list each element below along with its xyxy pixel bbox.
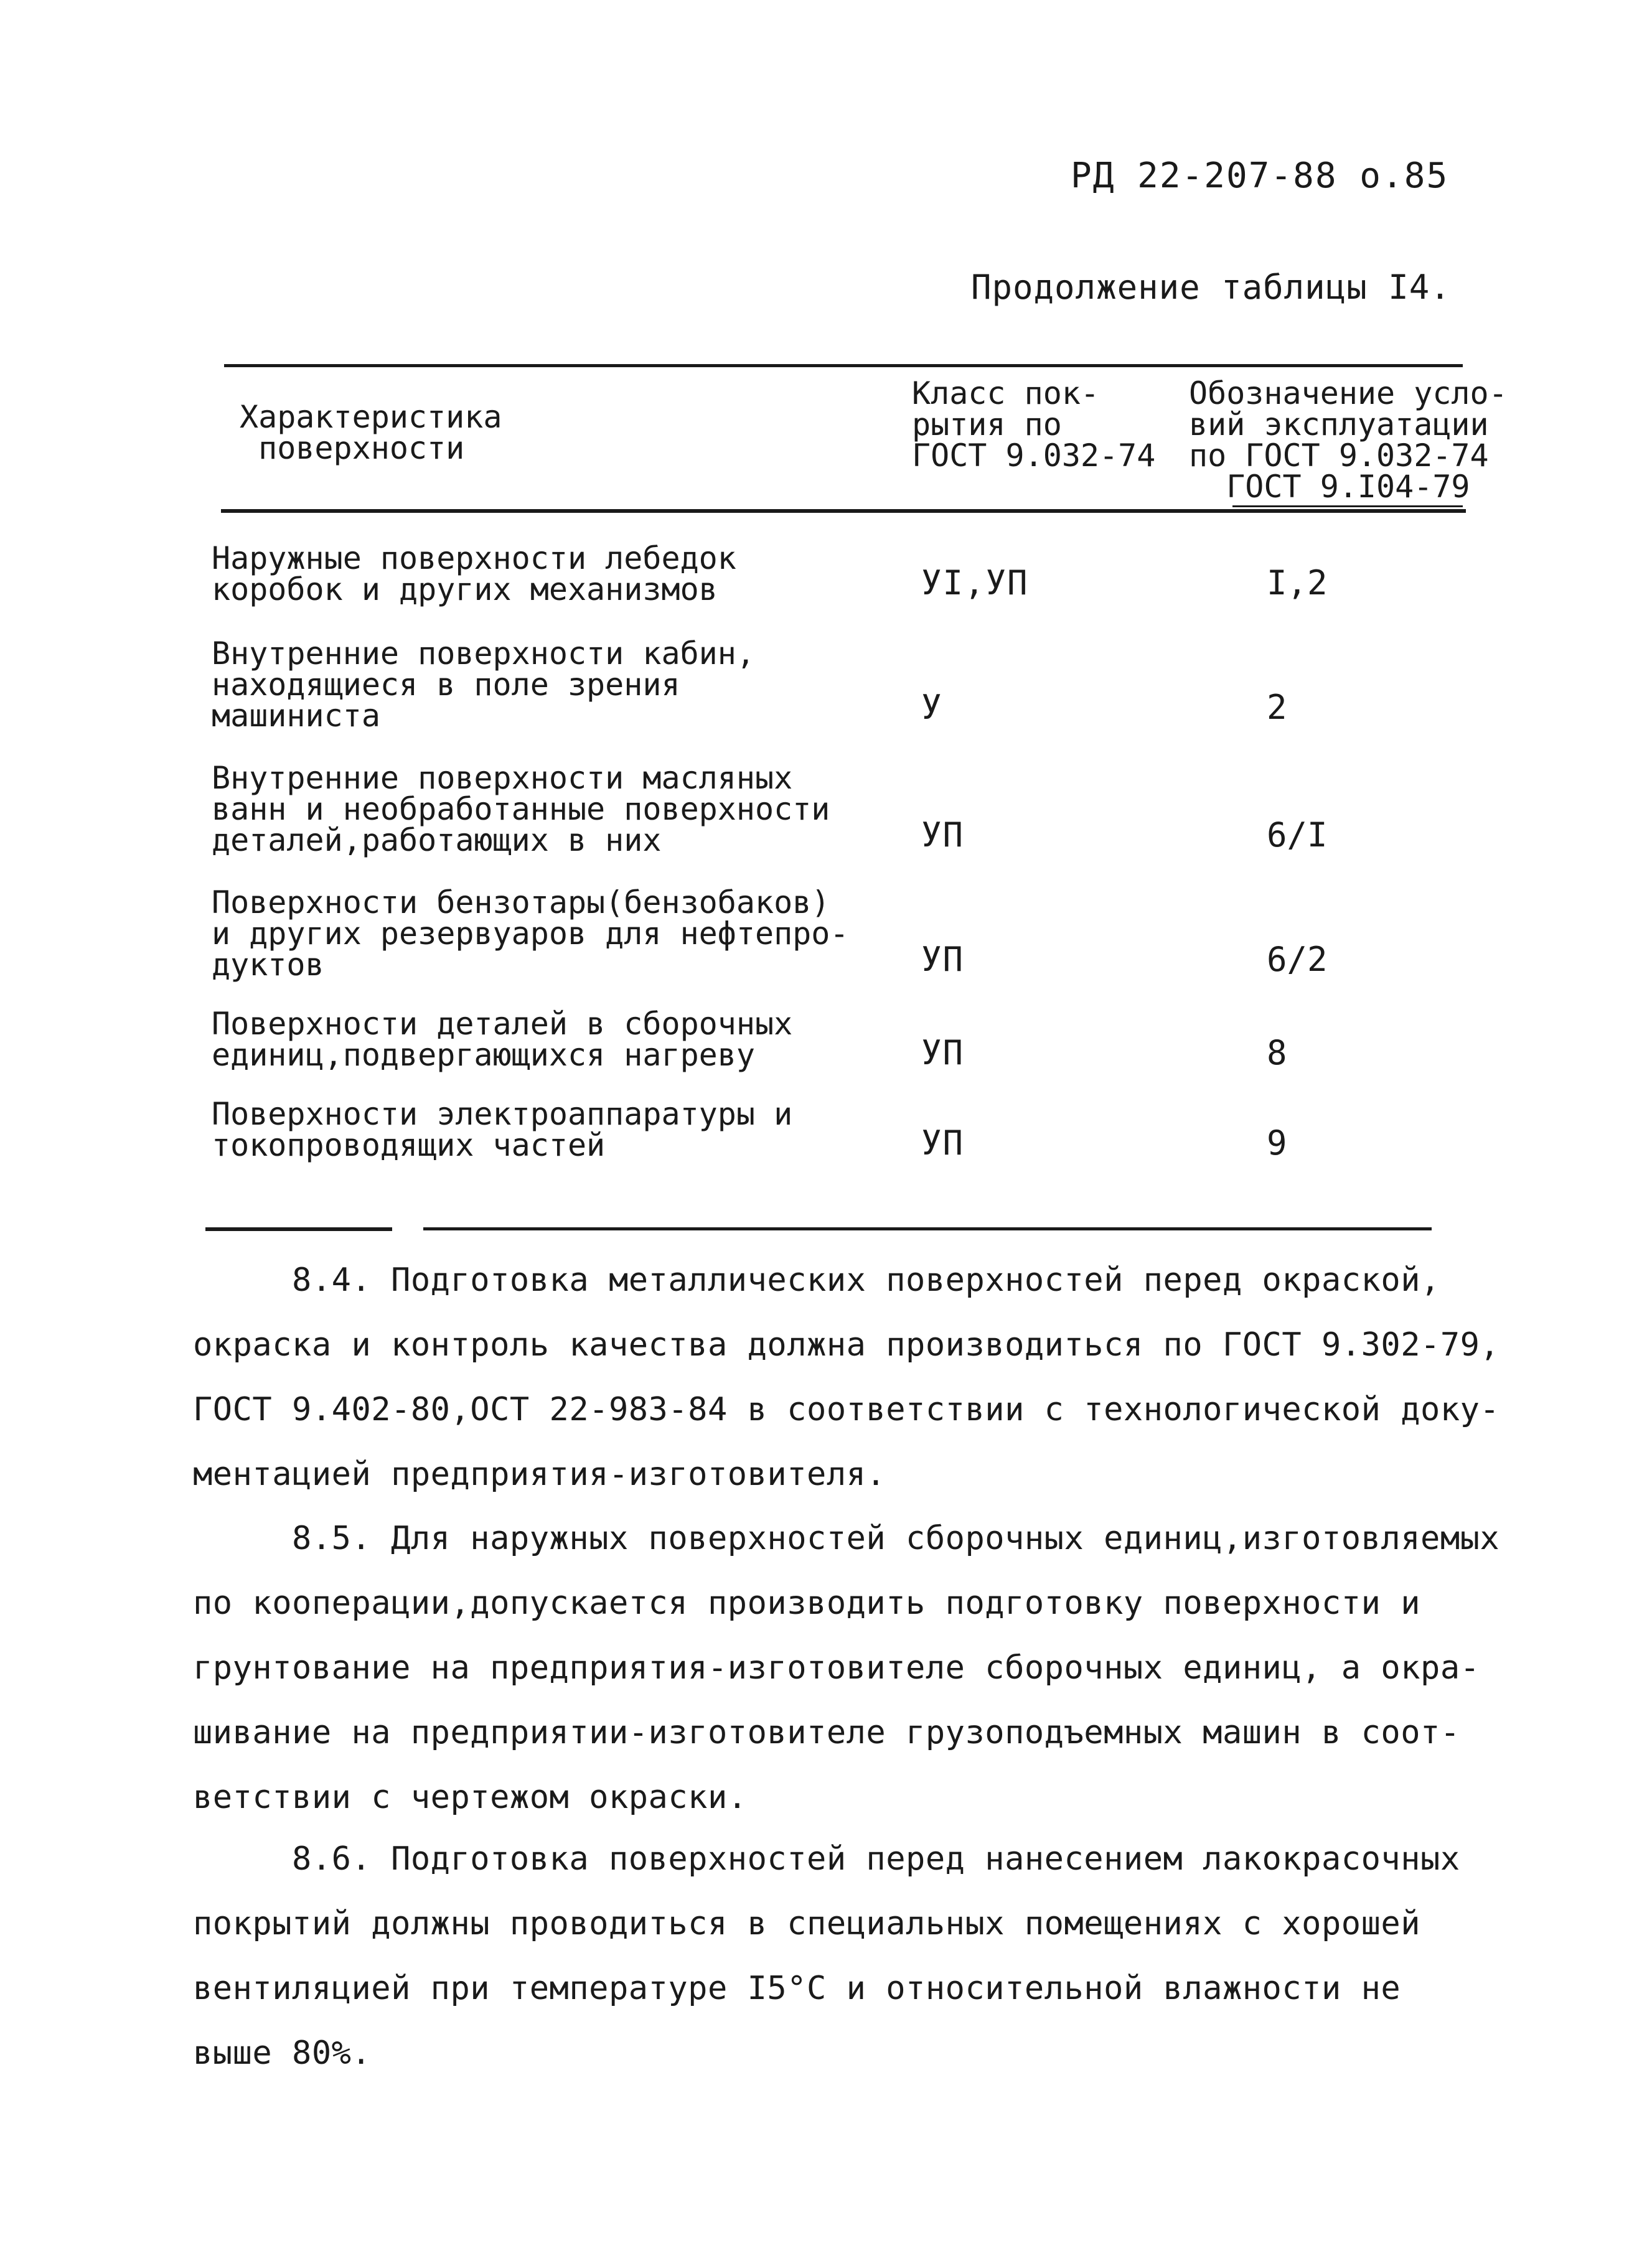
table-row-2-conditions: 2 — [1267, 688, 1287, 727]
header-underline — [1232, 505, 1463, 507]
table-row-4-class: УП — [921, 940, 965, 979]
table-row-5-characteristic: Поверхности деталей в сборочных единиц,подвергающихся нагреву — [212, 1006, 793, 1073]
table-row-1-characteristic: Наружные поверхности лебедок коробок и других механизмов — [212, 540, 736, 607]
table-row-5-class: УП — [921, 1033, 965, 1072]
table-row-3-class: УП — [921, 815, 965, 855]
paragraph-8-5: 8.5. Для наружных поверхностей сборочных единиц,изготовляемых по кооперации,допускается производить подготовку поверхности и грунтование на предприятия-изготовителе сборочных единиц, а окра- шивание на предприятии-изготовителе грузоподъемных машин в соот- ветствии с чертежом окраски. — [193, 1520, 1500, 1816]
table-row-1-conditions: I,2 — [1267, 563, 1328, 602]
table-row-2-characteristic: Внутренние поверхности кабин, находящиеся в поле зрения машиниста — [212, 635, 755, 734]
table-row-4-conditions: 6/2 — [1267, 940, 1328, 979]
table-header-rule — [221, 509, 1466, 513]
table-row-1-class: УI,УП — [921, 563, 1029, 602]
table-row-6-conditions: 9 — [1267, 1123, 1287, 1163]
document-reference: РД 22-207-88 о.85 — [1071, 156, 1449, 196]
table-row-6-class: УП — [921, 1123, 965, 1163]
table-row-2-class: У — [921, 688, 943, 727]
table-bottom-rule-left — [205, 1227, 392, 1231]
table-row-4-characteristic: Поверхности бензотары(бензобаков) и других резервуаров для нефтепро- дуктов — [212, 884, 849, 983]
column-header-characteristic: Характеристика поверхности — [240, 399, 502, 466]
table-top-rule — [224, 364, 1463, 367]
column-header-coating-class: Класс пок- рытия по ГОСТ 9.032-74 — [912, 375, 1156, 474]
table-row-3-characteristic: Внутренние поверхности масляных ванн и необработанные поверхности деталей,работающих в них — [212, 760, 830, 858]
table-row-3-conditions: 6/I — [1267, 815, 1328, 855]
column-header-operating-conditions: Обозначение усло- вий эксплуатации по ГОСТ 9.032-74 ГОСТ 9.I04-79 — [1189, 375, 1508, 505]
paragraph-8-4: 8.4. Подготовка металлических поверхностей перед окраской, окраска и контроль качества должна производиться по ГОСТ 9.302-79, ГОСТ 9.402-80,ОСТ 22-983-84 в соответствии с технологической доку- ментацией предприятия-изготовителя. — [193, 1262, 1500, 1493]
table-row-5-conditions: 8 — [1267, 1033, 1287, 1072]
table-bottom-rule-right — [423, 1227, 1432, 1230]
table-row-6-characteristic: Поверхности электроаппаратуры и токопроводящих частей — [212, 1096, 793, 1163]
table-caption: Продолжение таблицы I4. — [971, 268, 1451, 307]
paragraph-8-6: 8.6. Подготовка поверхностей перед нанесением лакокрасочных покрытий должны проводиться в специальных помещениях с хорошей вентиляцией при температуре I5°С и относительной влажности не выше 80%. — [193, 1840, 1460, 2072]
